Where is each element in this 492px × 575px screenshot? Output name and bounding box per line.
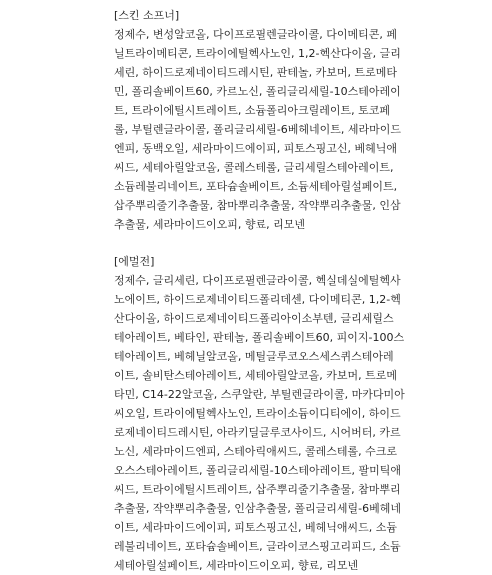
- ingredient-line: 이트, 세라마이드에이피, 피토스핑고신, 베헤닉애씨드, 소듐: [114, 521, 397, 534]
- ingredient-line: 닐트라이메티콘, 트라이에틸헥사노인, 1,2-헥산다이올, 글리: [114, 47, 401, 60]
- ingredient-line: 소듐레불리네이트, 포타슘솔베이트, 소듐세테아릴설페이트,: [114, 180, 398, 193]
- section-title: [에멀전]: [114, 255, 155, 268]
- section-body: [114, 271, 484, 575]
- ingredient-line: 노에이트, 하이드로제네이티드폴리데센, 다이메티콘, 1,2-헥: [114, 293, 401, 306]
- ingredient-line: 세린, 하이드로제네이티드레시틴, 판테놀, 카보머, 트로메타: [114, 66, 397, 79]
- ingredient-line: 트, 트라이에틸시트레이트, 소듐폴리아크릴레이트, 토코페: [114, 104, 391, 117]
- ingredient-line: 로제네이티드레시틴, 아라키딜글루코사이드, 시어버터, 카르: [114, 426, 401, 439]
- ingredient-line: 엔피, 동백오일, 세라마이드에이피, 피토스핑고신, 베헤닉애: [114, 142, 397, 155]
- ingredient-line: 노신, 세라마이드엔피, 스테아릭애씨드, 콜레스테롤, 수크로: [114, 445, 397, 458]
- ingredient-line: 씨드, 세테아릴알코올, 콜레스테롤, 글리세릴스테아레이트,: [114, 161, 394, 174]
- section-title: [스킨 소프너]: [114, 9, 180, 22]
- ingredient-line: 레불리네이트, 포타슘솔베이트, 글라이코스핑고리피드, 소듐: [114, 540, 401, 553]
- ingredient-line: 추출물, 세라마이드이오피, 향료, 리모넨: [114, 218, 305, 231]
- ingredient-line: 오스스테아레이트, 폴리글리세릴-10스테아레이트, 팔미틱애: [114, 464, 401, 477]
- emulsion-section: [114, 252, 484, 575]
- section-body: [114, 25, 484, 234]
- ingredient-line: 씨드, 트라이에틸시트레이트, 삽주뿌리줄기추출물, 참마뿌리: [114, 483, 401, 496]
- ingredient-line: 산다이올, 하이드로제네이티드폴리아이소부텐, 글리세릴스: [114, 312, 394, 325]
- ingredient-line: 정제수, 변성알코올, 다이프로필렌글라이콜, 다이메티콘, 페: [114, 28, 397, 41]
- ingredient-line: 세테아릴설페이트, 세라마이드이오피, 향료, 리모넨: [114, 559, 359, 572]
- ingredient-line: 추출물, 작약뿌리추출물, 인삼추출물, 폴리글리세릴-6베헤네: [114, 502, 401, 515]
- ingredient-line: 테아레이트, 베헤닐알코올, 메틸글루코오스세스퀴스테아레: [114, 350, 394, 363]
- skin-softener-section: [114, 6, 484, 234]
- ingredient-line: 타민, C14-22알코올, 스쿠알란, 부틸렌글라이콜, 마카다미아: [114, 388, 405, 401]
- ingredient-line: 이트, 솔비탄스테아레이트, 세테아릴알코올, 카보머, 트로메: [114, 369, 397, 382]
- ingredient-line: 민, 폴리솔베이트60, 카르노신, 폴리글리세릴-10스테아레이: [114, 85, 401, 98]
- ingredient-line: 테아레이트, 베타인, 판테놀, 폴리솔베이트60, 피이지-100스: [114, 331, 405, 344]
- ingredient-line: 씨오일, 트라이에틸헥사노인, 트라이소듐이디티에이, 하이드: [114, 407, 401, 420]
- ingredient-line: 롤, 부틸렌글라이콜, 폴리글리세릴-6베헤네이트, 세라마이드: [114, 123, 401, 136]
- ingredient-line: 정제수, 글리세린, 다이프로필렌글라이콜, 헥실데실에틸헥사: [114, 274, 401, 287]
- ingredient-line: 삽주뿌리줄기추출물, 참마뿌리추출물, 작약뿌리추출물, 인삼: [114, 199, 401, 212]
